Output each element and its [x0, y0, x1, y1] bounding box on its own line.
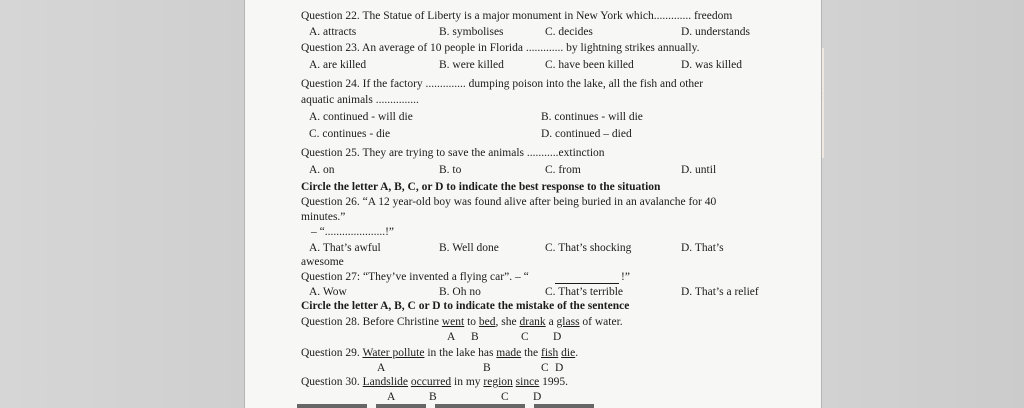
question-26-stem-cont: minutes.”: [301, 211, 346, 223]
q25-option-c[interactable]: C. from: [545, 164, 581, 176]
q24-option-c[interactable]: C. continues - die: [309, 128, 391, 140]
question-23-stem: Question 23. An average of 10 people in Florida ............. by lightning strikes annually.: [301, 42, 700, 54]
question-28-sentence: Question 28. Before Christine went to bed, she drank a glass of water.: [301, 316, 623, 328]
q28-underlined-d[interactable]: glass: [556, 316, 580, 328]
q26-option-b[interactable]: B. Well done: [439, 242, 499, 254]
q30-label-b: B: [429, 391, 437, 403]
q29-underlined-b[interactable]: made: [496, 347, 522, 359]
right-margin: [820, 0, 1024, 408]
question-27-stem: Question 27: “They’ve invented a flying car”. – “: [301, 271, 529, 283]
q30-label-a: A: [387, 391, 396, 403]
section-heading-best-response: Circle the letter A, B, C, or D to indicate the best response to the situation: [301, 181, 661, 193]
q29-label-a: A: [377, 362, 386, 374]
q30-underlined-c[interactable]: region: [483, 376, 513, 388]
q24-option-d[interactable]: D. continued – died: [541, 128, 632, 140]
q24-option-b[interactable]: B. continues - will die: [541, 111, 643, 123]
q29-label-b: B: [483, 362, 491, 374]
left-margin: [0, 0, 244, 408]
q27-option-c[interactable]: C. That’s terrible: [545, 286, 624, 298]
q29-label-d: D: [555, 362, 564, 374]
q29-underlined-d[interactable]: die: [561, 347, 576, 359]
q28-label-a: A: [447, 331, 456, 343]
q26-option-c[interactable]: C. That’s shocking: [545, 242, 632, 254]
q22-option-c[interactable]: C. decides: [545, 26, 593, 38]
q22-option-a[interactable]: A. attracts: [309, 26, 357, 38]
q30-label-c: C: [501, 391, 509, 403]
q27-option-a[interactable]: A. Wow: [309, 286, 347, 298]
worksheet-page: [244, 0, 822, 408]
q26-option-d-cont: awesome: [301, 256, 344, 268]
q25-option-d[interactable]: D. until: [681, 164, 717, 176]
question-26-blank: – “.....................!”: [311, 226, 395, 238]
question-26-stem: Question 26. “A 12 year-old boy was found alive after being buried in an avalanche for 40: [301, 196, 717, 208]
q29-label-c: C: [541, 362, 549, 374]
q22-option-d[interactable]: D. understands: [681, 26, 750, 38]
q28-label-b: B: [471, 331, 479, 343]
q29-underlined-a[interactable]: Water pollute: [362, 347, 425, 359]
q28-label-c: C: [521, 331, 529, 343]
cut-off-text-top: [325, 0, 685, 2]
q25-option-b[interactable]: B. to: [439, 164, 462, 176]
q30-underlined-d[interactable]: since: [515, 376, 540, 388]
question-27-stem-end: !”: [621, 271, 630, 283]
q23-option-c[interactable]: C. have been killed: [545, 59, 634, 71]
q25-option-a[interactable]: A. on: [309, 164, 335, 176]
cut-off-text-bottom: [297, 404, 677, 408]
q26-option-a[interactable]: A. That’s awful: [309, 242, 381, 254]
question-24-stem-cont: aquatic animals ...............: [301, 94, 419, 106]
q26-option-d[interactable]: D. That’s: [681, 242, 724, 254]
q30-underlined-a[interactable]: Landslide: [362, 376, 409, 388]
q30-label-d: D: [533, 391, 542, 403]
q23-option-d[interactable]: D. was killed: [681, 59, 743, 71]
q23-option-b[interactable]: B. were killed: [439, 59, 504, 71]
question-29-sentence: Question 29. Water pollute in the lake has made the fish die.: [301, 347, 579, 359]
question-27-blank-line: [555, 271, 619, 284]
q28-underlined-a[interactable]: went: [441, 316, 465, 328]
q24-option-a[interactable]: A. continued - will die: [309, 111, 413, 123]
question-30-sentence: Question 30. Landslide occurred in my region since 1995.: [301, 376, 569, 388]
q28-underlined-b[interactable]: bed: [478, 316, 496, 328]
q23-option-a[interactable]: A. are killed: [309, 59, 367, 71]
question-24-stem: Question 24. If the factory .............. dumping poison into the lake, all the fish and other: [301, 78, 704, 90]
q28-underlined-c[interactable]: drank: [519, 316, 546, 328]
q27-option-b[interactable]: B. Oh no: [439, 286, 481, 298]
q28-label-d: D: [553, 331, 562, 343]
q29-underlined-c[interactable]: fish: [541, 347, 559, 359]
q30-underlined-b[interactable]: occurred: [410, 376, 452, 388]
q22-option-b[interactable]: B. symbolises: [439, 26, 504, 38]
question-22-stem: Question 22. The Statue of Liberty is a major monument in New York which............. freedom: [301, 10, 733, 22]
question-25-stem: Question 25. They are trying to save the animals ...........extinction: [301, 147, 605, 159]
q27-option-d[interactable]: D. That’s a relief: [681, 286, 759, 298]
section-heading-mistake: Circle the letter A, B, C or D to indicate the mistake of the sentence: [301, 300, 630, 312]
